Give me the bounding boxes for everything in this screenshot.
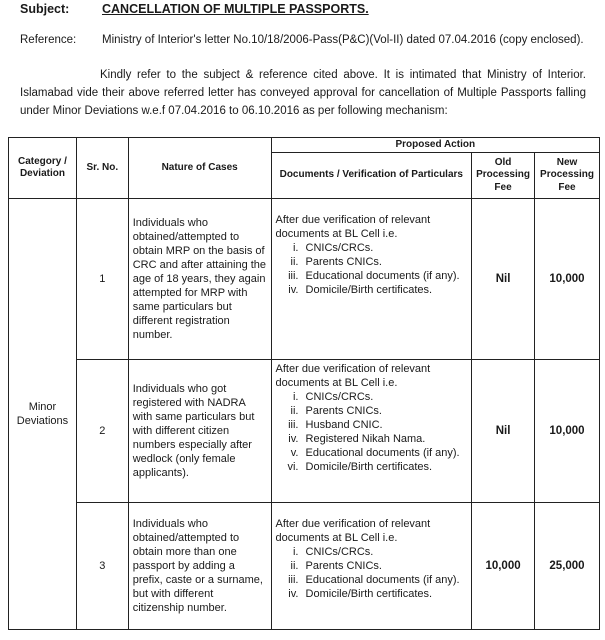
table-row: [9, 360, 600, 503]
nature-cell: Individuals who obtained/attempted to obtain MRP on the basis of CRC and after attaining the age of 18 years, they again attempted for MRP with same particulars but different registration number.: [128, 199, 271, 360]
sr-no-cell: 1: [76, 199, 128, 360]
header-sr-no: Sr. No.: [76, 138, 128, 199]
category-cell: [9, 199, 77, 630]
old-fee-cell: Nil: [472, 199, 535, 360]
list-item: ii. Parents CNICs.: [302, 404, 468, 418]
mechanism-table: [8, 137, 600, 630]
subject-label: Subject:: [20, 2, 70, 16]
list-item: i. CNICs/CRCs.: [302, 545, 468, 559]
documents-cell: [271, 199, 472, 360]
old-fee-cell: 10,000: [472, 503, 535, 630]
reference-label: Reference:: [20, 34, 77, 46]
subject-text: CANCELLATION OF MULTIPLE PASSPORTS.: [102, 2, 369, 16]
header-category: Category / Deviation: [9, 138, 77, 199]
list-item: ii. Parents CNICs.: [302, 559, 468, 573]
list-item: iv. Domicile/Birth certificates.: [302, 283, 468, 297]
new-fee-cell: 10,000: [535, 360, 600, 503]
list-item: i. CNICs/CRCs.: [302, 241, 468, 255]
list-item: v. Educational documents (if any).: [302, 446, 468, 460]
header-new-fee: New Processing Fee: [535, 153, 600, 199]
new-fee-cell: 25,000: [535, 503, 600, 630]
list-item: iii. Educational documents (if any).: [302, 269, 468, 283]
list-item: iii. Educational documents (if any).: [302, 573, 468, 587]
list-item: iv. Registered Nikah Nama.: [302, 432, 468, 446]
list-item: vi. Domicile/Birth certificates.: [302, 460, 468, 474]
documents-list: [276, 241, 468, 297]
documents-intro: After due verification of relevant documents at BL Cell i.e.: [275, 363, 431, 389]
header-nature: Nature of Cases: [128, 138, 271, 199]
reference-text: Ministry of Interior's letter No.10/18/2006-Pass(P&C)(Vol-II) dated 07.04.2016 (copy enclosed).: [102, 34, 584, 46]
nature-cell: Individuals who obtained/attempted to obtain more than one passport by adding a prefix, caste or a surname, but with different citizenship number.: [128, 503, 271, 630]
documents-intro: After due verification of relevant documents at BL Cell i.e.: [275, 214, 431, 240]
sr-no-cell: 3: [76, 503, 128, 630]
new-fee-cell: 10,000: [535, 199, 600, 360]
list-item: ii. Parents CNICs.: [302, 255, 468, 269]
list-item: iii. Husband CNIC.: [302, 418, 468, 432]
documents-list: [276, 390, 468, 474]
intro-paragraph: Kindly refer to the subject & reference cited above. It is intimated that Ministry of Interior. Islamabad vide their above referred letter has conveyed approval for cancellation of Multiple Passports falling under Minor Deviations w.e.f 07.04.2016 to 06.10.2016 as per following mechanism:: [20, 69, 586, 117]
documents-cell: [271, 503, 472, 630]
table-row: [9, 199, 600, 360]
old-fee-cell: Nil: [472, 360, 535, 503]
header-documents: Documents / Verification of Particulars: [271, 153, 472, 199]
documents-list: [276, 545, 468, 601]
category-value: Minor Deviations: [16, 401, 69, 427]
documents-intro: After due verification of relevant documents at BL Cell i.e.: [275, 518, 431, 544]
sr-no-cell: 2: [76, 360, 128, 503]
table-row: [9, 503, 600, 630]
list-item: iv. Domicile/Birth certificates.: [302, 587, 468, 601]
list-item: i. CNICs/CRCs.: [302, 390, 468, 404]
documents-cell: [271, 360, 472, 503]
nature-cell: Individuals who got registered with NADRA with same particulars but with different citizen numbers especially after wedlock (only female applicants).: [128, 360, 271, 503]
header-proposed-action: Proposed Action: [271, 138, 599, 153]
header-old-fee: Old Processing Fee: [472, 153, 535, 199]
